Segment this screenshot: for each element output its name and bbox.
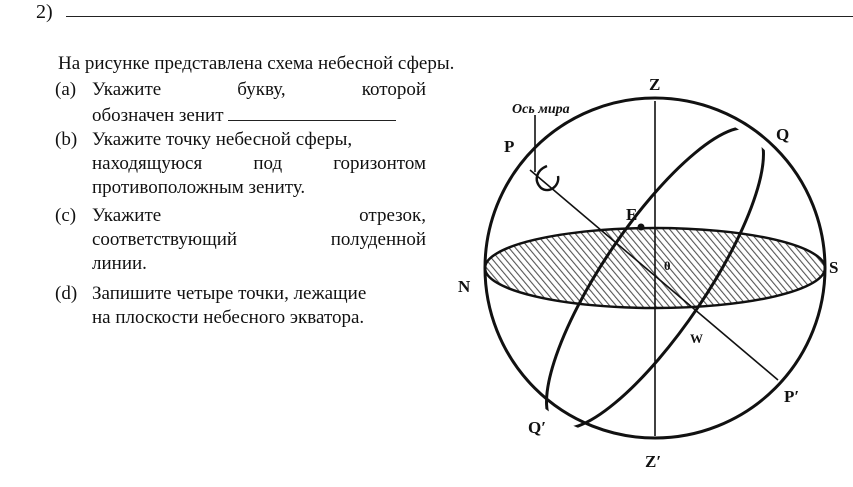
label-north: N xyxy=(458,277,471,296)
item-c-line-3: линии. xyxy=(92,253,147,274)
item-a-line-1: Укажите букву, которой xyxy=(92,79,426,100)
item-b-label: (b) xyxy=(55,129,78,150)
item-c-line-2: соответствующий полуденной xyxy=(92,229,426,250)
label-pole-south: P′ xyxy=(784,387,800,406)
label-equator-top: Q xyxy=(776,125,790,144)
item-d-line-2: на плоскости небесного экватора. xyxy=(92,307,365,328)
item-d-label: (d) xyxy=(55,283,78,304)
item-d-line-1: Запишите четыре точки, лежащие xyxy=(92,283,367,304)
item-b-line-3: противоположным зениту. xyxy=(92,177,306,198)
east-point-dot xyxy=(638,224,645,231)
item-b-line-2: находящуюся под горизонтом xyxy=(92,153,426,174)
item-a-line-2: обозначен зенит xyxy=(92,102,426,128)
label-pole-north: P xyxy=(504,137,515,156)
item-c-label: (c) xyxy=(55,205,77,226)
task-intro: На рисунке представлена схема небесной сферы. xyxy=(58,53,455,74)
item-b-line-1: Укажите точку небесной сферы, xyxy=(92,129,353,150)
label-south: S xyxy=(829,258,839,277)
item-a-label: (a) xyxy=(55,79,77,100)
label-equator-bottom: Q′ xyxy=(528,418,547,437)
item-c-line-1: Укажите отрезок, xyxy=(92,205,426,226)
label-zenith: Z xyxy=(649,75,661,94)
question-number: 2) xyxy=(36,1,53,23)
label-east: E xyxy=(626,205,638,224)
label-center: 0 xyxy=(664,258,671,273)
label-nadir: Z′ xyxy=(645,452,662,471)
label-west: W xyxy=(690,331,703,346)
axis-caption: Ось мира xyxy=(512,102,570,117)
